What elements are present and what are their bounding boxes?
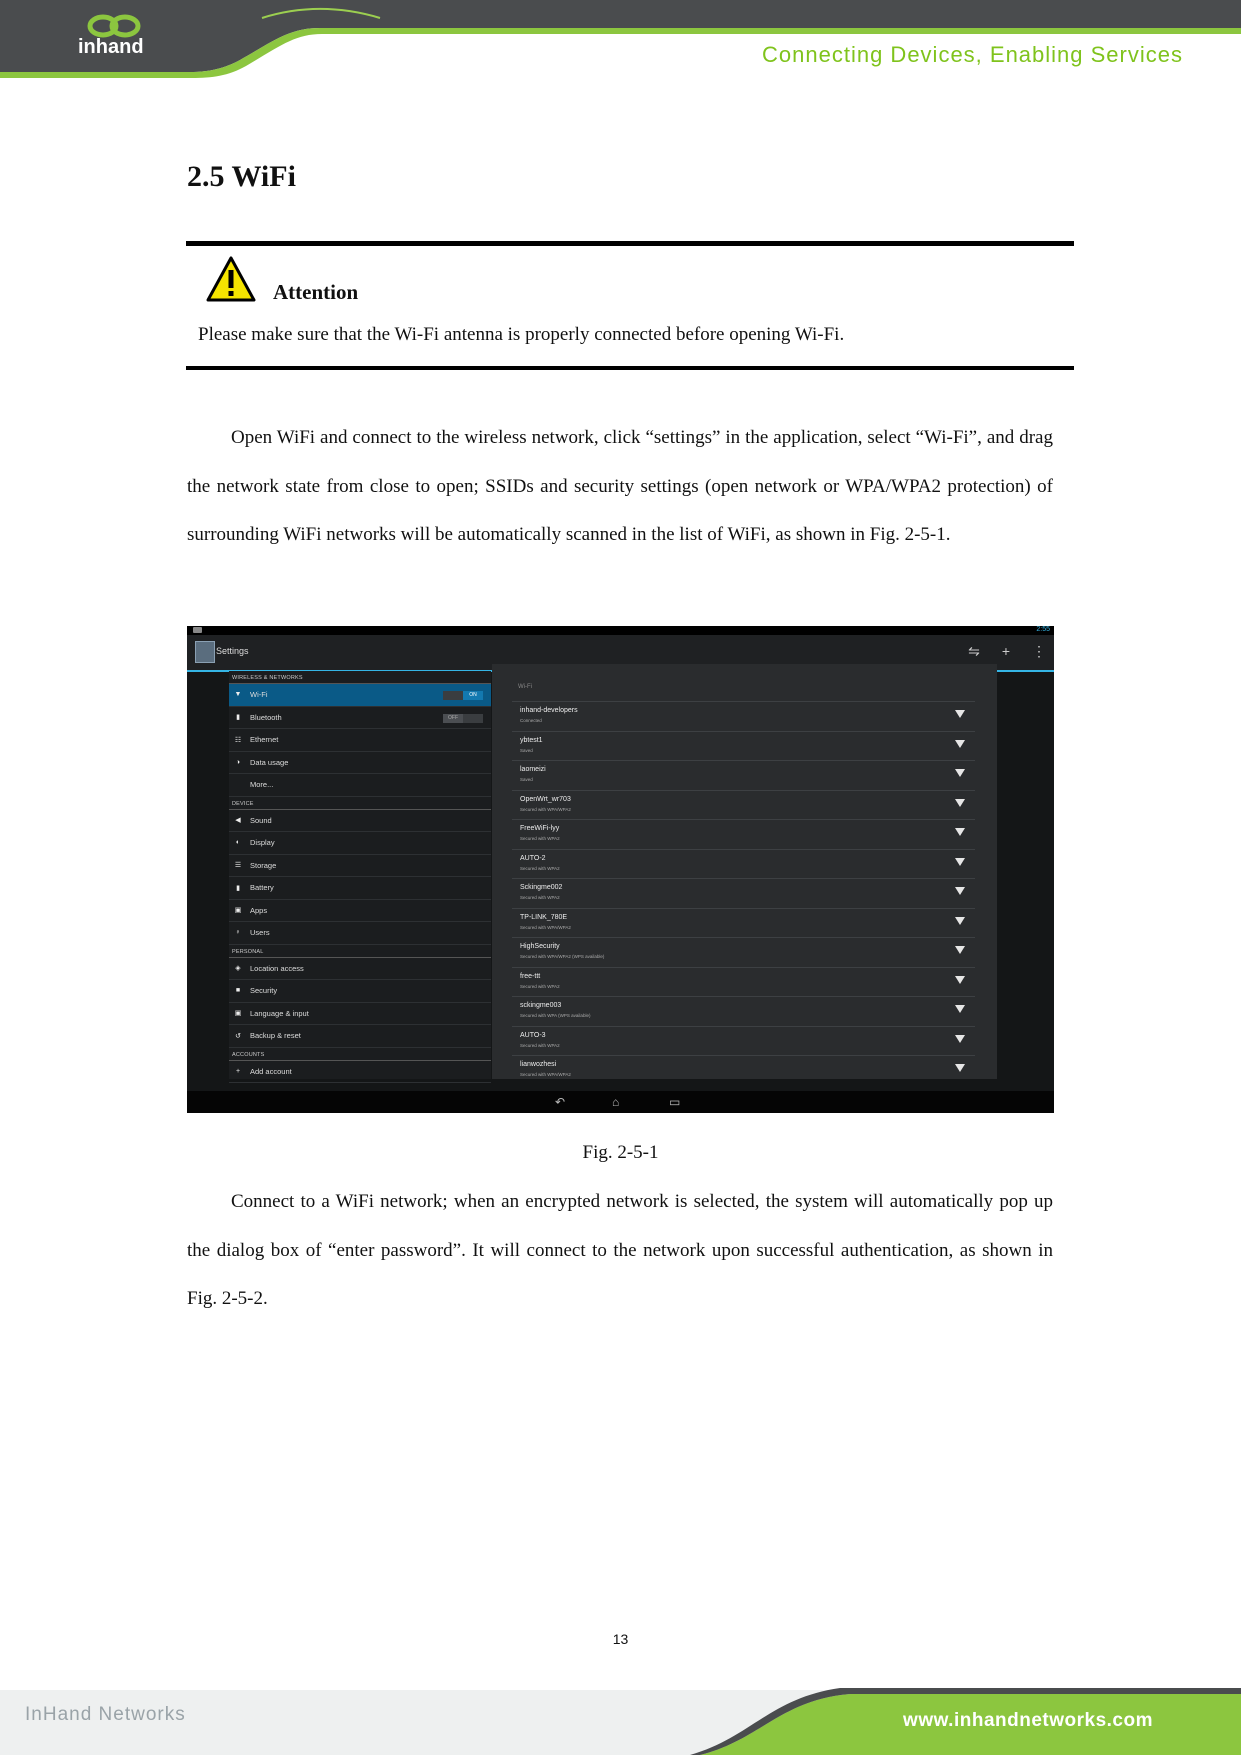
network-item[interactable]	[512, 878, 975, 908]
bluetooth-toggle[interactable]	[443, 714, 483, 723]
network-item[interactable]	[512, 1055, 975, 1079]
menu-item-apps[interactable]	[229, 900, 491, 923]
header-band	[0, 0, 1241, 80]
wifi-signal-icon	[955, 1005, 965, 1013]
settings-app-icon	[195, 641, 215, 663]
menu-item-battery[interactable]	[229, 877, 491, 900]
wifi-signal-icon	[955, 1064, 965, 1072]
wifi-icon: ▼	[234, 691, 242, 699]
wifi-signal-icon	[955, 946, 965, 954]
header-tagline: Connecting Devices, Enabling Services	[762, 42, 1183, 67]
attention-text: Please make sure that the Wi-Fi antenna is properly connected before opening Wi-Fi.	[198, 324, 845, 345]
language-icon: ▣	[234, 1010, 242, 1018]
footer-company: InHand Networks	[25, 1704, 186, 1725]
wps-icon[interactable]: ⇋	[968, 643, 980, 659]
add-network-icon[interactable]: +	[1001, 643, 1010, 659]
section-header: DEVICE	[229, 797, 491, 810]
network-status: Secured with WPA (WPS available)	[520, 1013, 591, 1018]
menu-item-more[interactable]	[229, 774, 491, 797]
wifi-signal-icon	[955, 887, 965, 895]
footer-website: www.inhandnetworks.com	[903, 1710, 1153, 1731]
display-icon: ◐	[235, 839, 241, 847]
warning-icon	[206, 256, 256, 302]
ethernet-icon: ☷	[234, 736, 242, 744]
network-status: Saved	[520, 777, 533, 782]
network-item[interactable]	[512, 790, 975, 820]
toggle-label: OFF	[443, 714, 463, 723]
app-title: Settings	[216, 646, 249, 656]
wifi-signal-icon	[955, 769, 965, 777]
menu-item-label: Language & input	[250, 1008, 309, 1018]
data-usage-icon: ◑	[235, 758, 241, 766]
storage-icon: ☰	[234, 862, 242, 870]
wifi-pane-header: Wi-Fi	[518, 684, 532, 690]
wifi-signal-icon	[955, 976, 965, 984]
wifi-signal-icon	[955, 1035, 965, 1043]
menu-item-sound[interactable]	[229, 810, 491, 833]
menu-item-language[interactable]	[229, 1003, 491, 1026]
status-time: 2:55	[1036, 626, 1050, 633]
plus-icon: +	[235, 1067, 241, 1075]
wifi-signal-icon	[955, 917, 965, 925]
backup-icon: ↺	[235, 1032, 241, 1040]
logo-text: inhand	[78, 36, 144, 58]
location-icon: ◈	[235, 965, 241, 973]
section-header: ACCOUNTS	[229, 1048, 491, 1061]
network-ssid: inhand-developers	[520, 707, 578, 714]
figure-wifi-settings	[187, 626, 1054, 1113]
network-item[interactable]	[512, 849, 975, 879]
menu-item-label: Wi-Fi	[250, 690, 268, 700]
menu-item-label: Apps	[250, 905, 268, 915]
menu-item-label: Backup & reset	[250, 1031, 301, 1041]
network-status: Secured with WPA/WPA2	[520, 924, 571, 930]
network-item[interactable]	[512, 701, 975, 731]
wifi-toggle[interactable]	[443, 691, 483, 700]
network-ssid: free-ttt	[520, 972, 541, 980]
menu-item-ethernet[interactable]	[229, 729, 491, 752]
network-ssid: laomeizi	[520, 766, 546, 773]
menu-item-label: Security	[250, 986, 278, 996]
back-icon[interactable]: ↶	[555, 1095, 566, 1109]
network-ssid: TP-LINK_780E	[520, 913, 568, 921]
menu-item-backup[interactable]	[229, 1025, 491, 1048]
network-status: Secured with WPA/WPA2 (WPS available)	[520, 954, 605, 959]
wifi-signal-icon	[955, 799, 965, 807]
section-header: PERSONAL	[229, 945, 491, 958]
paragraph-intro: Open WiFi and connect to the wireless network, click “settings” in the application, select “Wi-Fi”, and drag the network state from close to open; SSIDs and security settings (open network or WPA/WPA2 protection) of surrounding WiFi networks will be automatically scanned in the list of WiFi, as shown in Fig. 2-5-1.	[187, 427, 1053, 545]
menu-item-storage[interactable]	[229, 855, 491, 878]
wifi-signal-icon	[955, 828, 965, 836]
status-bar	[187, 626, 1054, 635]
recent-apps-icon[interactable]: ▭	[669, 1095, 681, 1109]
apps-icon: ▣	[234, 907, 242, 915]
network-status: Secured with WPA2	[520, 865, 560, 871]
network-item[interactable]	[512, 1026, 975, 1056]
menu-item-label: Battery	[250, 883, 274, 893]
menu-item-label: Ethernet	[250, 735, 279, 745]
notification-icon	[193, 627, 202, 633]
network-item[interactable]	[512, 908, 975, 938]
network-status: Secured with WPA2	[520, 983, 560, 989]
menu-item-security[interactable]	[229, 980, 491, 1003]
menu-item-label: Location access	[250, 963, 304, 973]
wifi-network-list	[492, 671, 997, 1079]
network-item[interactable]	[512, 967, 975, 997]
menu-item-label: Users	[250, 928, 270, 938]
network-item[interactable]	[512, 819, 975, 849]
network-status: Secured with WPA2	[520, 836, 560, 841]
users-icon: ♀	[235, 929, 241, 937]
menu-item-label: Display	[250, 838, 275, 848]
menu-item-display[interactable]	[229, 832, 491, 855]
section-header: WIRELESS & NETWORKS	[229, 671, 491, 684]
page-number: 13	[612, 1631, 629, 1647]
network-status: Secured with WPA2	[520, 1042, 560, 1048]
attention-title: Attention	[273, 280, 359, 304]
network-ssid: OpenWrt_wr703	[520, 795, 571, 803]
menu-item-users[interactable]	[229, 922, 491, 945]
settings-menu	[229, 671, 491, 1079]
overflow-menu-icon[interactable]: ⋮	[1032, 643, 1046, 659]
network-status: Secured with WPA/WPA2	[520, 1072, 571, 1077]
network-ssid: Sckingme002	[520, 884, 563, 891]
network-ssid: ybtest1	[520, 736, 543, 744]
wifi-signal-icon	[955, 710, 965, 718]
menu-item-label: Data usage	[250, 757, 289, 767]
paragraph-connect: Connect to a WiFi network; when an encrypted network is selected, the system will automatically pop up the dialog box of “enter password”. It will connect to the network upon successful authentication, as shown in Fig. 2-5-2.	[187, 1191, 1053, 1309]
toggle-label: ON	[463, 691, 483, 700]
network-ssid: FreeWiFi-lyy	[520, 825, 560, 832]
network-item[interactable]	[512, 760, 975, 790]
network-status: Saved	[520, 747, 533, 753]
menu-item-label: Sound	[250, 815, 272, 825]
menu-item-add-account[interactable]	[229, 1061, 491, 1084]
menu-item-label: More...	[250, 780, 274, 790]
menu-item-label: Add account	[250, 1066, 292, 1076]
menu-item-label: Bluetooth	[250, 712, 282, 722]
home-icon[interactable]: ⌂	[612, 1095, 620, 1109]
network-item[interactable]	[512, 996, 975, 1026]
network-status: Connected	[520, 718, 542, 723]
network-status: Secured with WPA/WPA2	[520, 806, 571, 812]
battery-icon: ▮	[236, 884, 240, 892]
network-ssid: lianwozhesi	[520, 1061, 557, 1068]
section-title: 2.5 WiFi	[187, 160, 296, 193]
menu-item-wifi[interactable]	[229, 684, 491, 707]
network-ssid: sckingme003	[520, 1002, 562, 1009]
speaker-icon: ◀	[235, 817, 241, 825]
wifi-signal-icon	[955, 740, 965, 748]
menu-item-data-usage[interactable]	[229, 752, 491, 775]
android-nav-bar	[187, 1091, 1054, 1113]
menu-item-bluetooth[interactable]	[229, 707, 491, 730]
network-item[interactable]	[512, 731, 975, 761]
page-header	[0, 0, 1241, 80]
menu-item-label: Storage	[250, 860, 277, 870]
figure-caption: Fig. 2-5-1	[582, 1142, 659, 1163]
network-item[interactable]	[512, 937, 975, 967]
bluetooth-icon: ▮	[236, 714, 240, 722]
attention-box	[186, 241, 1074, 370]
network-ssid: HighSecurity	[520, 943, 560, 950]
lock-icon: ■	[235, 987, 241, 995]
network-ssid: AUTO-3	[520, 1031, 546, 1039]
menu-item-location[interactable]	[229, 958, 491, 981]
wifi-signal-icon	[955, 858, 965, 866]
network-ssid: AUTO-2	[520, 854, 546, 862]
network-status: Secured with WPA2	[520, 895, 560, 900]
